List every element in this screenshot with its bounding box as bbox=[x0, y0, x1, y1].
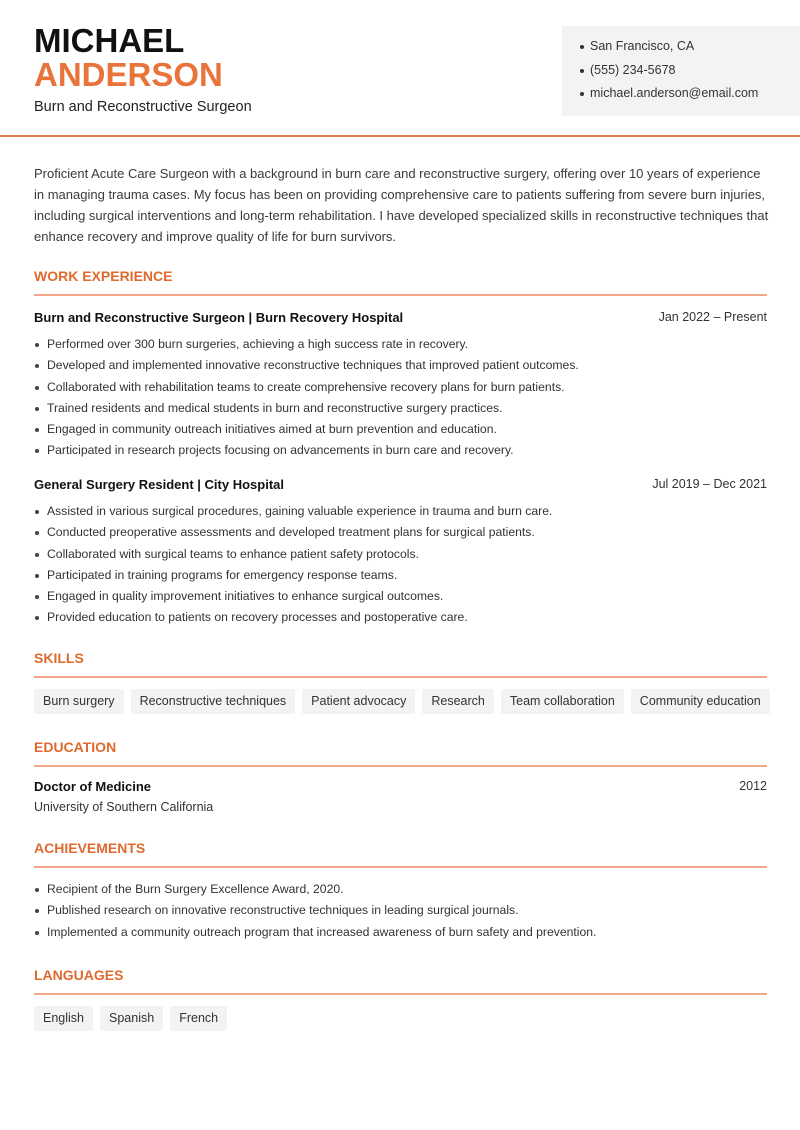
degree: Doctor of Medicine bbox=[34, 779, 152, 794]
job-title-company: Burn and Reconstructive Surgeon | Burn Recovery Hospital bbox=[34, 310, 404, 325]
language-tag: French bbox=[170, 1006, 227, 1031]
section-title-education: EDUCATION bbox=[34, 739, 767, 767]
list-item: Developed and implemented innovative reconstructive techniques that improved patient outcomes. bbox=[34, 357, 767, 378]
job-title-company: General Surgery Resident | City Hospital bbox=[34, 477, 284, 492]
contact-box bbox=[562, 26, 800, 116]
list-item: Collaborated with rehabilitation teams to create comprehensive recovery plans for burn patients. bbox=[34, 379, 767, 400]
language-tag: Spanish bbox=[100, 1006, 163, 1031]
list-item: Collaborated with surgical teams to enhance patient safety protocols. bbox=[34, 546, 767, 567]
job-heading bbox=[34, 310, 767, 325]
section-title-languages: LANGUAGES bbox=[34, 967, 767, 995]
job-bullets bbox=[34, 503, 767, 631]
skill-tag: Team collaboration bbox=[501, 689, 624, 714]
first-name: MICHAEL bbox=[34, 22, 185, 59]
section-title-skills: SKILLS bbox=[34, 650, 767, 678]
list-item: Implemented a community outreach program that increased awareness of burn safety and prevention. bbox=[34, 924, 767, 945]
job-title: Burn and Reconstructive Surgeon bbox=[34, 99, 252, 115]
list-item: Recipient of the Burn Surgery Excellence Award, 2020. bbox=[34, 881, 767, 902]
list-item: Engaged in quality improvement initiatives to enhance surgical outcomes. bbox=[34, 588, 767, 609]
contact-list bbox=[580, 38, 800, 109]
skill-tag: Patient advocacy bbox=[302, 689, 415, 714]
list-item: Participated in training programs for emergency response teams. bbox=[34, 567, 767, 588]
section-title-achievements: ACHIEVEMENTS bbox=[34, 840, 767, 868]
list-item: Participated in research projects focusing on advancements in burn care and recovery. bbox=[34, 442, 767, 463]
contact-location: San Francisco, CA bbox=[580, 38, 800, 62]
skills-tags bbox=[34, 689, 770, 714]
list-item: Performed over 300 burn surgeries, achieving a high success rate in recovery. bbox=[34, 336, 767, 357]
list-item: Engaged in community outreach initiatives aimed at burn prevention and education. bbox=[34, 421, 767, 442]
list-item: Trained residents and medical students in burn and reconstructive surgery practices. bbox=[34, 400, 767, 421]
contact-phone[interactable]: (555) 234-5678 bbox=[580, 62, 800, 86]
language-tag: English bbox=[34, 1006, 93, 1031]
list-item: Published research on innovative reconstructive techniques in leading surgical journals. bbox=[34, 902, 767, 923]
resume-header bbox=[0, 0, 800, 137]
contact-email[interactable]: michael.anderson@email.com bbox=[580, 85, 800, 109]
section-title-work: WORK EXPERIENCE bbox=[34, 268, 767, 296]
graduation-year: 2012 bbox=[739, 779, 767, 793]
school: University of Southern California bbox=[34, 800, 214, 814]
skill-tag: Reconstructive techniques bbox=[131, 689, 296, 714]
list-item: Provided education to patients on recovery processes and postoperative care. bbox=[34, 609, 767, 630]
skill-tag: Burn surgery bbox=[34, 689, 124, 714]
job-heading bbox=[34, 477, 767, 492]
job-dates: Jan 2022 – Present bbox=[658, 310, 767, 324]
skill-tag: Community education bbox=[631, 689, 770, 714]
list-item: Assisted in various surgical procedures, gaining valuable experience in trauma and burn care. bbox=[34, 503, 767, 524]
job-bullets bbox=[34, 336, 767, 464]
last-name: ANDERSON bbox=[34, 56, 223, 93]
list-item: Conducted preoperative assessments and developed treatment plans for surgical patients. bbox=[34, 524, 767, 545]
skill-tag: Research bbox=[422, 689, 494, 714]
language-tags bbox=[34, 1006, 227, 1031]
job-dates: Jul 2019 – Dec 2021 bbox=[652, 477, 767, 491]
summary: Proficient Acute Care Surgeon with a background in burn care and reconstructive surgery, offering over 10 years of experience in managing trauma cases. My focus has been on providing comprehensive care to patients suffering from severe burn injuries, including surgical interventions and long-term rehabilitation. I have developed specialized skills in reconstructive techniques that enhance recovery and improve quality of life for burn survivors. bbox=[34, 166, 769, 244]
education-entry bbox=[34, 779, 767, 794]
achievements-list bbox=[34, 881, 767, 945]
